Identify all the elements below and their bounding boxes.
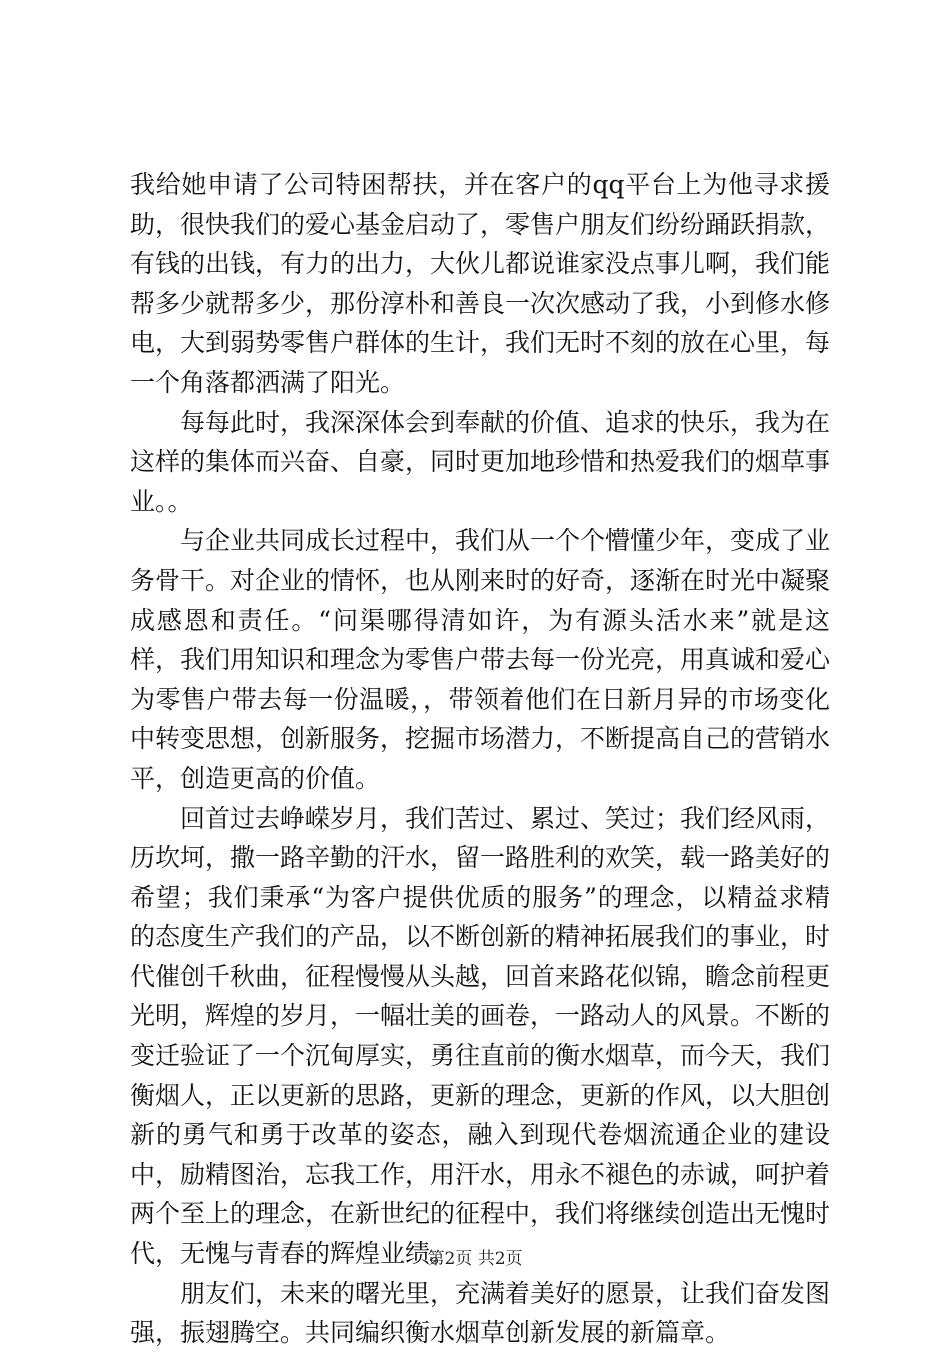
paragraph-5: 朋友们，未来的曙光里，充满着美好的愿景，让我们奋发图强，振翅腾空。共同编织衡水烟草创新发展的新篇章。 <box>130 1278 831 1348</box>
paragraph-1: 我给她申请了公司特困帮扶，并在客户的qq平台上为他寻求援助，很快我们的爱心基金启动了，零售户朋友们纷纷踊跃捐款，有钱的出钱，有力的出力，大伙儿都说谁家没点事儿啊，我们能帮多少就帮多少，那份淳朴和善良一次次感动了我，小到修水修电，大到弱势零售户群体的生计，我们无时不刻的放在心里，每一个角落都洒满了阳光。 <box>130 170 831 397</box>
paragraph-3: 与企业共同成长过程中，我们从一个个懵懂少年，变成了业务骨干。对企业的情怀，也从刚来时的好奇，逐渐在时光中凝聚成感恩和责任。“问渠哪得清如许，为有源头活水来”就是这样，我们用知识和理念为零售户带去每一份光亮，用真诚和爱心为零售户带去每一份温暖，，带领着他们在日新月异的市场变化中转变思想，创新服务，挖掘市场潜力，不断提高自己的营销水平，创造更高的价值。 <box>130 526 831 793</box>
paragraph-2: 每每此时，我深深体会到奉献的价值、追求的快乐，我为在这样的集体而兴奋、自豪，同时更加地珍惜和热爱我们的烟草事业。。 <box>130 407 831 516</box>
page-number-footer: 第2页 共2页 <box>427 1249 523 1269</box>
document-body <box>130 165 830 1353</box>
paragraph-4: 回首过去峥嵘岁月，我们苦过、累过、笑过；我们经风雨，历坎坷，撒一路辛勤的汗水，留一路胜利的欢笑，载一路美好的希望；我们秉承“为客户提供优质的服务”的理念，以精益求精的态度生产我们的产品，以不断创新的精神拓展我们的事业，时代催创千秋曲，征程慢慢从头越，回首来路花似锦，瞻念前程更光明，辉煌的岁月，一幅壮美的画卷，一路动人的风景。不断的变迁验证了一个沉甸厚实，勇往直前的衡水烟草，而今天，我们衡烟人，正以更新的思路，更新的理念，更新的作风，以大胆创新的勇气和勇于改革的姿态，融入到现代卷烟流通企业的建设中，励精图治，忘我工作，用汗水，用永不褪色的赤诚，呵护着两个至上的理念，在新世纪的征程中，我们将继续创造出无愧时代，无愧与青春的辉煌业绩。 <box>130 803 831 1269</box>
